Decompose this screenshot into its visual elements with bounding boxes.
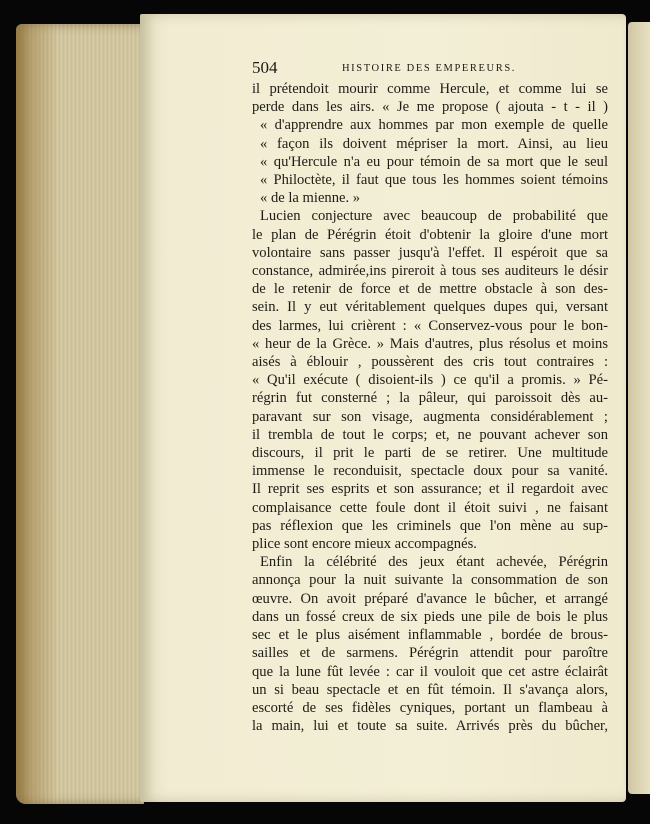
text-line: le plan de Pérégrin étoit d'obtenir la gloire d'une mort [252, 226, 608, 243]
text-line: « de la mienne. » [260, 190, 361, 207]
text-line: sein. Il y eut véritablement quelques dupes qui, versant [252, 299, 608, 316]
text-line: complaisance cette foule dont il étoit suivi , ne faisant [252, 499, 608, 516]
text-line: « heur de la Grèce. » Mais d'autres, plus résolus et moins [252, 335, 608, 352]
text-line: de le retenir de force et de mettre obstacle à son des- [252, 281, 608, 298]
text-line: Il reprit ses esprits et son assurance; et il regardoit avec [252, 481, 608, 498]
text-line: œuvre. On avoit préparé d'avance le bûcher, et arrangé [252, 590, 608, 607]
text-line: « façon ils doivent mépriser la mort. Ainsi, au lieu [260, 135, 608, 152]
text-line: dans un fossé creux de six pieds une pile de bois le plus [252, 608, 608, 625]
text-line: paravant sur son visage, augmenta considérablement ; [252, 408, 608, 425]
text-line: un si beau spectacle et en fût témoin. Il s'avança alors, [252, 681, 608, 698]
text-line: plice sont encore mieux accompagnés. [252, 536, 477, 553]
text-line: immense le reconduisit, spectacle doux pour sa vanité. [252, 463, 608, 480]
text-line: discours, il prit le parti de se retirer. Une multitude [252, 445, 608, 462]
text-line: des larmes, lui crièrent : « Conservez-vous pour le bon- [252, 317, 608, 334]
text-line: annonça pour la nuit suivante la consommation de son [252, 572, 608, 589]
text-line: « qu'Hercule n'a eu pour témoin de sa mort que le seul [260, 153, 608, 170]
body-text [252, 80, 608, 735]
text-line: la main, lui et toute sa suite. Arrivés près du bûcher, [252, 718, 608, 735]
text-line: aisés à éblouir , poussèrent des cris tout contraires : [252, 354, 608, 371]
text-line: régrin fut consterné ; la pâleur, qui paroissoit dès au- [252, 390, 608, 407]
text-line: constance, admirée,ins pireroit à tous ses auditeurs le désir [252, 263, 608, 280]
text-line: pas réflexion que les criminels que l'on mène au sup- [252, 517, 608, 534]
text-line: escorté de ses fidèles cyniques, portant un flambeau à [252, 699, 608, 716]
text-line: « d'apprendre aux hommes par mon exemple de quelle [260, 117, 608, 134]
text-line: il trembla de tout le corps; et, ne pouvant achever son [252, 426, 608, 443]
text-line: Lucien conjecture avec beaucoup de probabilité que [260, 208, 608, 225]
text-line: sec et le plus aisément inflammable , bordée de brous- [252, 627, 608, 644]
running-head: HISTOIRE DES EMPEREURS. [342, 63, 516, 74]
text-line: « Qu'il exécute ( disoient-ils ) ce qu'il a promis. » Pé- [252, 372, 608, 389]
text-line: volontaire sans passer jusqu'à l'effet. Il espéroit que sa [252, 244, 608, 261]
text-line: perde dans les airs. « Je me propose ( ajouta - t - il ) [252, 99, 608, 116]
book-edge-shadow [16, 24, 56, 804]
page-number: 504 [252, 58, 278, 77]
text-line: « Philoctète, il faut que tous les hommes soient témoins [260, 172, 608, 189]
facing-page-edge [628, 22, 650, 794]
text-line: sailles et de sarmens. Pérégrin attendit pour paroître [252, 645, 608, 662]
text-line: il prétendoit mourir comme Hercule, et comme lui se [252, 81, 608, 97]
text-line: que la lune fût levée : car il vouloit que cet astre éclairât [252, 663, 608, 680]
page-header [252, 58, 608, 80]
text-line: Enfin la célébrité des jeux étant achevée, Pérégrin [260, 554, 608, 571]
